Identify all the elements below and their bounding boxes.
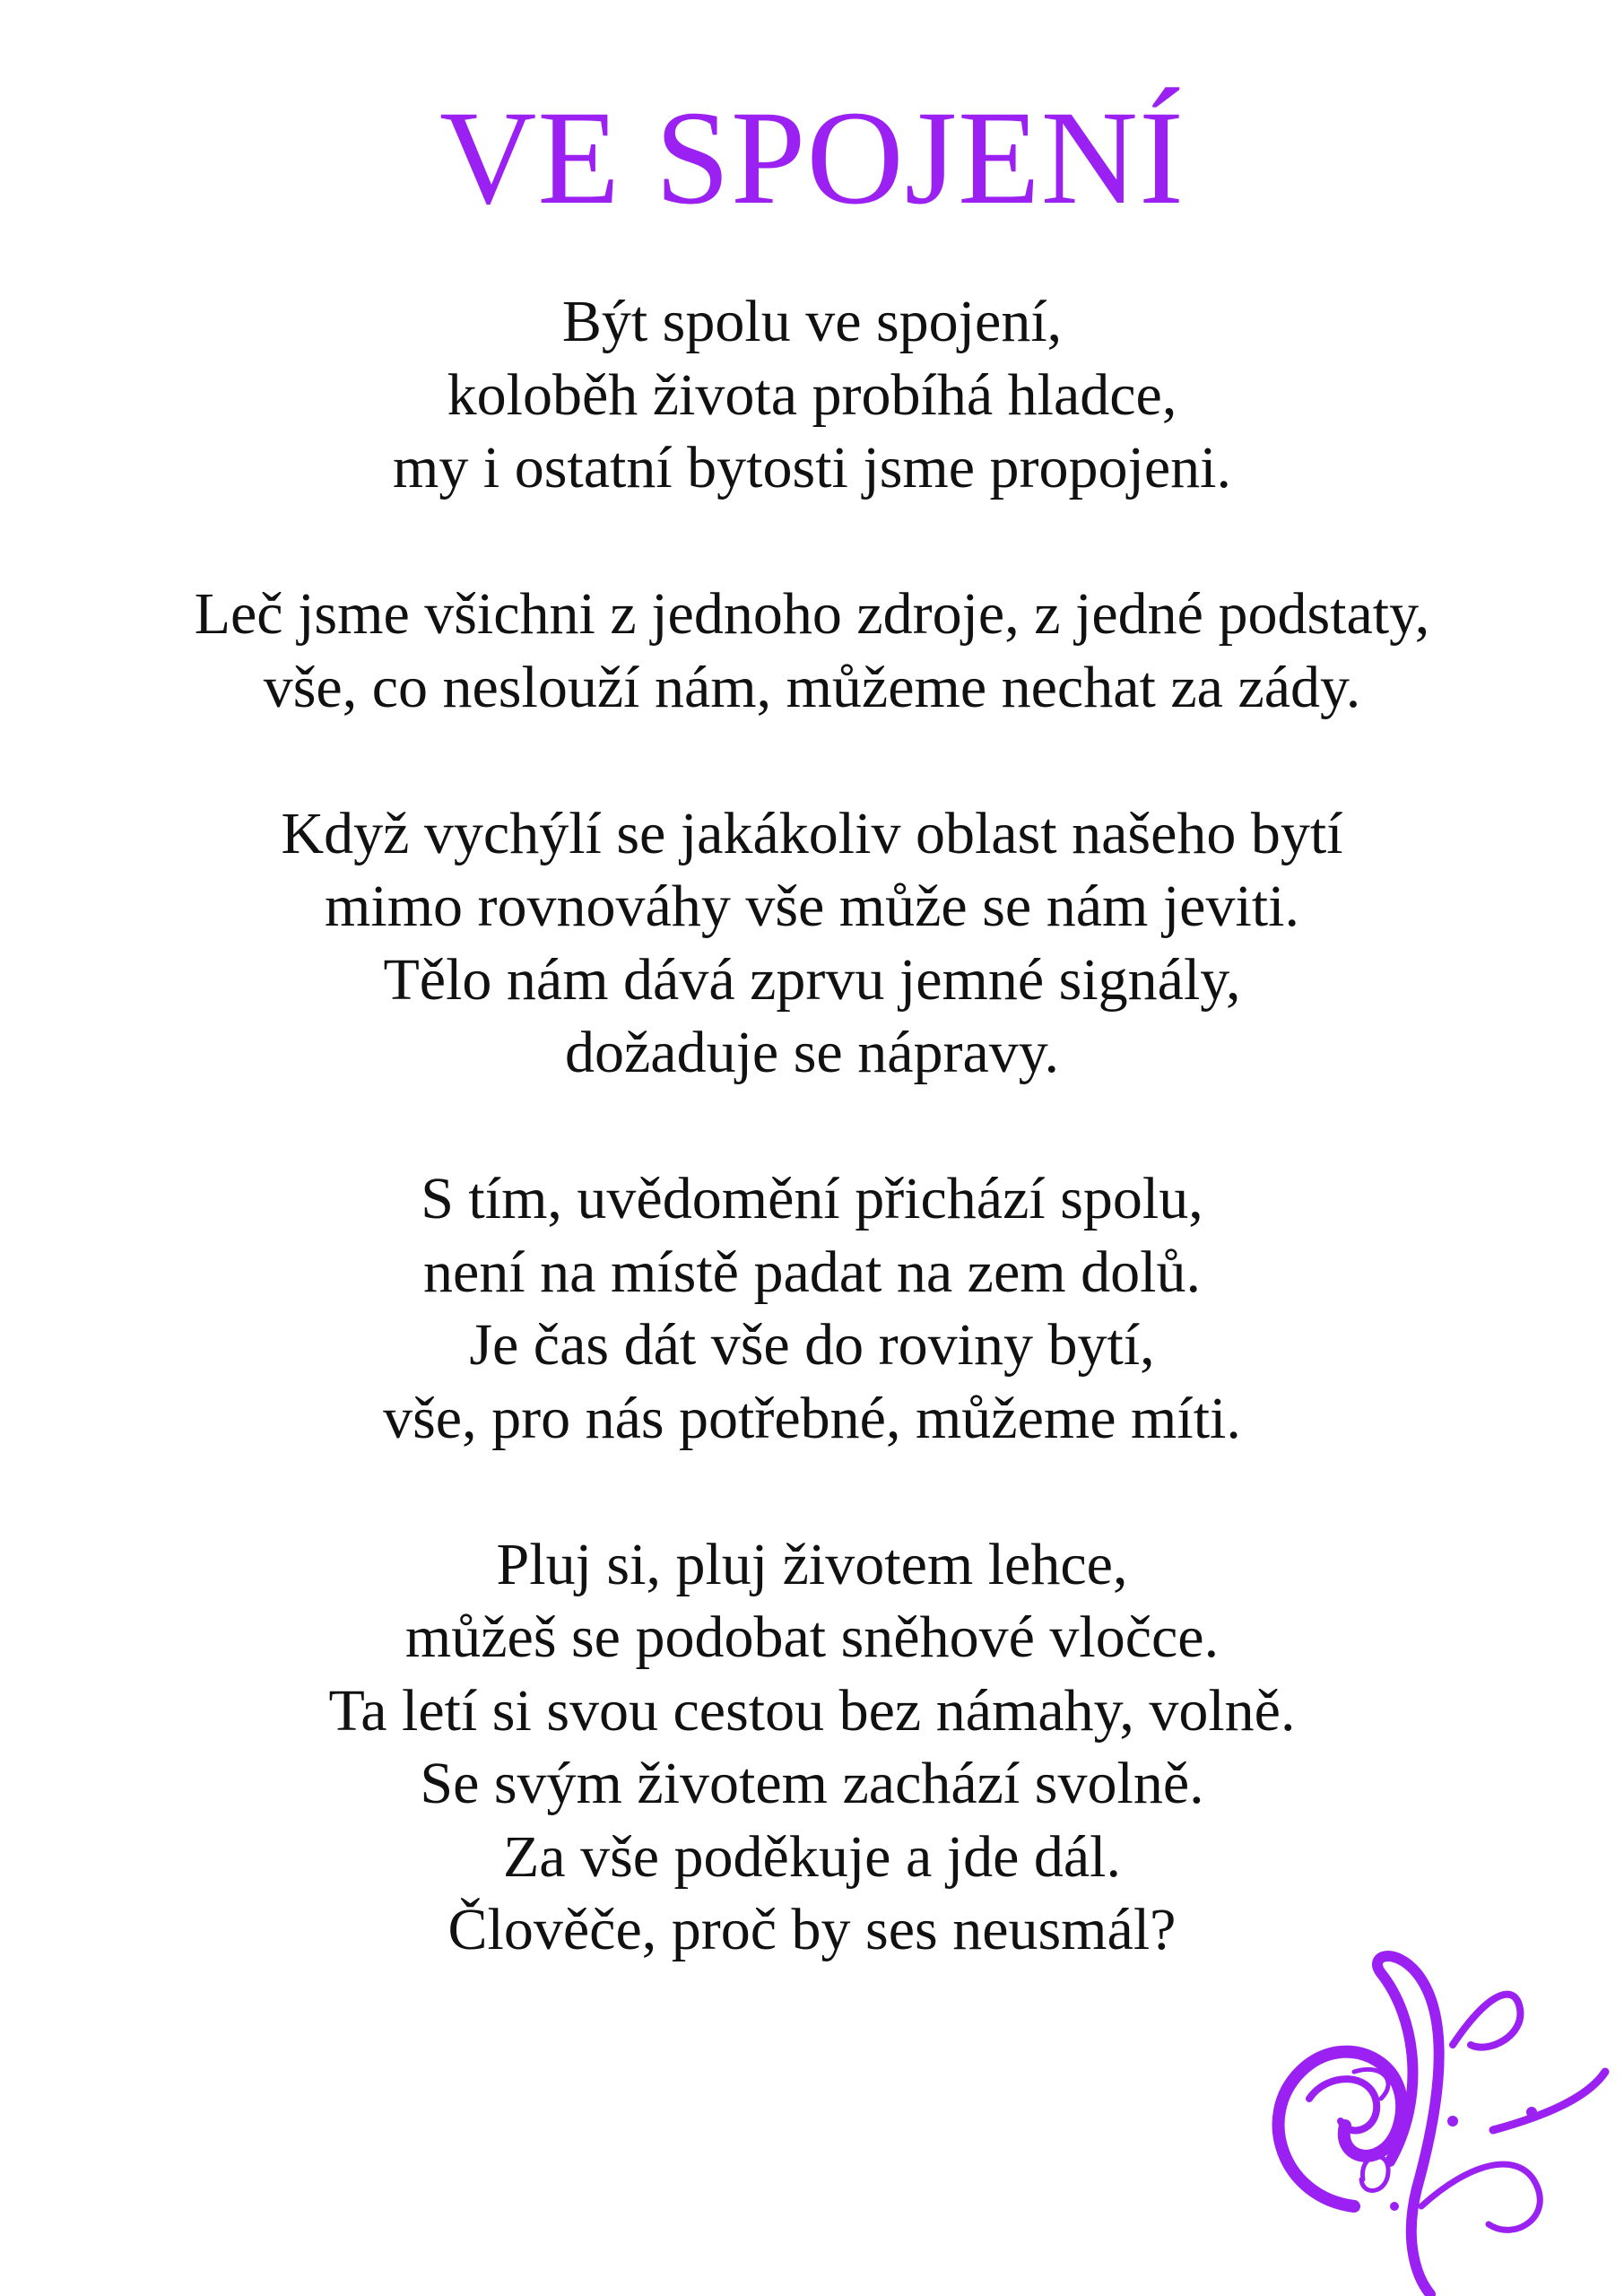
poem-body bbox=[0, 285, 1624, 2039]
poem-line: Se svým životem zachází svolně. bbox=[420, 1751, 1204, 1816]
poem-line: Člověče, proč by ses neusmál? bbox=[447, 1897, 1177, 1962]
poem-line: my i ostatní bytosti jsme propojeni. bbox=[393, 435, 1231, 500]
poem-line: S tím, uvědomění přichází spolu, bbox=[421, 1166, 1203, 1231]
poem-line: Tělo nám dává zprvu jemné signály, bbox=[383, 946, 1241, 1013]
poem-line: Za vše poděkuje a jde dál. bbox=[502, 1823, 1122, 1890]
stanza-1 bbox=[0, 285, 1624, 505]
stanza-4 bbox=[0, 1162, 1624, 1455]
calligraphic-signature-icon bbox=[1246, 1937, 1623, 2296]
poem-line: Pluj si, pluj životem lehce, bbox=[496, 1531, 1128, 1597]
poem-line: není na místě padat na zem dolů. bbox=[423, 1239, 1201, 1305]
poem-line: mimo rovnováhy vše může se nám jeviti. bbox=[325, 874, 1299, 939]
poem-line: Leč jsme všichni z jednoho zdroje, z jedné podstaty, bbox=[194, 581, 1430, 647]
poem-line: Když vychýlí se jakákoliv oblast našeho bytí bbox=[281, 800, 1343, 866]
poem-line: Být spolu ve spojení, bbox=[561, 289, 1063, 354]
stanza-5 bbox=[0, 1528, 1624, 1967]
stanza-3 bbox=[0, 797, 1624, 1090]
poem-title: VE SPOJENÍ bbox=[439, 83, 1185, 232]
poem-line: dožaduje se nápravy. bbox=[565, 1020, 1059, 1085]
poem-line: Je čas dát vše do roviny bytí, bbox=[469, 1312, 1155, 1378]
poem-line: koloběh života probíhá hladce, bbox=[447, 361, 1177, 428]
poem-line: Ta letí si svou cestou bez námahy, volně. bbox=[328, 1677, 1296, 1744]
poem-line: můžeš se podobat sněhové vločce. bbox=[404, 1605, 1220, 1670]
stanza-2 bbox=[0, 578, 1624, 724]
poem-line: vše, co neslouží nám, můžeme nechat za zády. bbox=[263, 654, 1361, 720]
poem-line: vše, pro nás potřebné, můžeme míti. bbox=[383, 1385, 1241, 1451]
